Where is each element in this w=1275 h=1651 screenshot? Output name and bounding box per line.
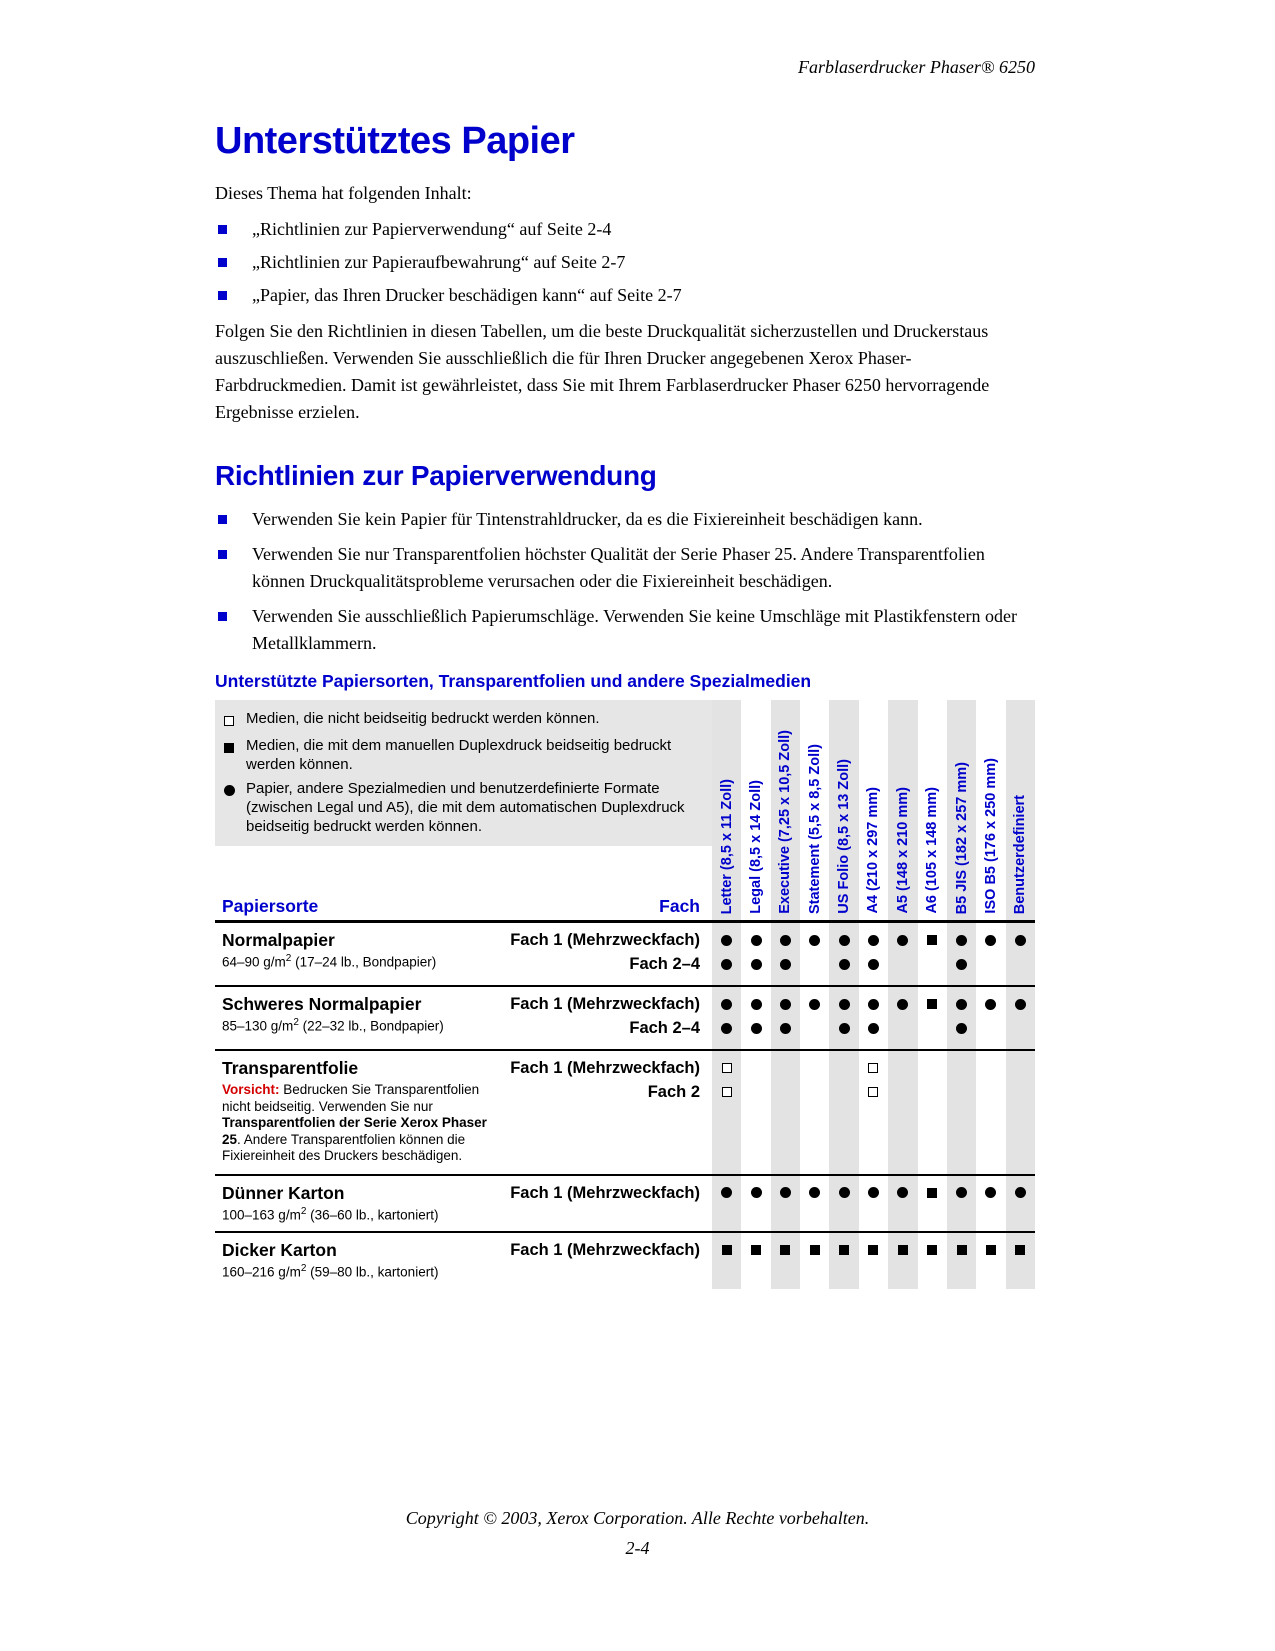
mark-cell <box>1006 1056 1035 1080</box>
dot-icon <box>897 935 908 946</box>
dot-icon <box>721 935 732 946</box>
dot-icon <box>868 1187 879 1198</box>
mark-column <box>829 1176 858 1232</box>
mark-cell <box>800 1080 829 1104</box>
mark-cell <box>976 952 1005 976</box>
dot-icon <box>751 1023 762 1034</box>
paper-size-column-header: A5 (148 x 210 mm) <box>894 787 911 914</box>
table-row-group <box>215 1231 1035 1289</box>
mark-column <box>741 1233 770 1289</box>
dot-icon <box>839 959 850 970</box>
table-row-group <box>215 985 1035 1049</box>
dot-icon <box>956 999 967 1010</box>
dot-icon <box>1015 1187 1026 1198</box>
mark-cell <box>947 1181 976 1205</box>
mark-cell <box>829 1238 858 1262</box>
list-item <box>215 541 1035 595</box>
caution-text: Bedrucken Sie Transparentfolien nicht beidseitig. Verwenden Sie nur <box>222 1082 480 1114</box>
mark-cell <box>771 1056 800 1080</box>
paper-size-column-header: Statement (5,5 x 8,5 Zoll) <box>806 743 823 914</box>
dot-icon <box>839 935 850 946</box>
mark-column <box>1006 987 1035 1049</box>
mark-column <box>1006 1051 1035 1174</box>
paper-weight-label: 85–130 $g/m^2$ (22–32 lb., Bondpapier) <box>222 1017 444 1034</box>
mark-cell <box>829 1080 858 1104</box>
mark-column <box>947 1176 976 1232</box>
mark-column <box>800 1233 829 1289</box>
mark-cell <box>976 1181 1005 1205</box>
mark-column <box>918 1051 947 1174</box>
paper-weight-label: 100–163 $g/m^2$ (36–60 lb., kartoniert) <box>222 1205 439 1222</box>
page-number: 2-4 <box>625 1538 650 1558</box>
paper-size-column-header: Legal (8,5 x 14 Zoll) <box>748 780 765 914</box>
paper-type-name: Normalpapier <box>222 930 335 950</box>
dot-icon <box>985 935 996 946</box>
dot-icon <box>956 1187 967 1198</box>
list-item-text: „Papier, das Ihren Drucker beschädigen kann“ auf Seite 2-7 <box>252 285 682 305</box>
mark-cell <box>888 1080 917 1104</box>
list-item-text: Verwenden Sie nur Transparentfolien höchster Qualität der Serie Phaser 25. Andere Transparentfolien können Druckqualitätsprobleme verursachen oder die Fixiereinheit beschädigen. <box>252 544 985 591</box>
dot-icon <box>839 1187 850 1198</box>
filled-square-icon <box>722 1245 732 1255</box>
mark-column <box>947 987 976 1049</box>
mark-cell <box>741 1181 770 1205</box>
mark-cell <box>800 1056 829 1080</box>
mark-column <box>947 1233 976 1289</box>
dot-icon <box>751 1187 762 1198</box>
mark-column <box>741 1051 770 1174</box>
mark-cell <box>947 928 976 952</box>
mark-column <box>859 1051 888 1174</box>
dot-icon <box>985 999 996 1010</box>
mark-column <box>859 923 888 985</box>
mark-cell <box>947 1016 976 1040</box>
filled-square-icon <box>927 1245 937 1255</box>
dot-icon <box>809 999 820 1010</box>
list-item <box>215 603 1035 657</box>
mark-column <box>947 1051 976 1174</box>
table-title: Unterstützte Papiersorten, Transparentfolien und andere Spezialmedien <box>215 671 812 691</box>
mark-column <box>771 1233 800 1289</box>
tray-label: Fach 1 (Mehrzweckfach) <box>510 931 700 949</box>
paper-size-column-header: ISO B5 (176 x 250 mm) <box>982 758 999 914</box>
filled-square-icon <box>1015 1245 1025 1255</box>
filled-square-icon <box>927 935 937 945</box>
mark-cell <box>741 1016 770 1040</box>
paper-weight-label: 64–90 $g/m^2$ (17–24 lb., Bondpapier) <box>222 953 437 970</box>
mark-cell <box>829 992 858 1016</box>
list-item <box>215 249 1035 275</box>
mark-column <box>1006 1176 1035 1232</box>
dot-icon <box>839 1023 850 1034</box>
mark-column <box>741 923 770 985</box>
paper-type-name: Dicker Karton <box>222 1240 337 1260</box>
mark-cell <box>800 992 829 1016</box>
mark-cell <box>1006 992 1035 1016</box>
mark-cell <box>771 1080 800 1104</box>
list-item <box>215 506 1035 533</box>
mark-column <box>771 923 800 985</box>
dot-icon <box>956 935 967 946</box>
paper-size-column-header: US Folio (8,5 x 13 Zoll) <box>836 759 853 914</box>
mark-cell <box>888 1016 917 1040</box>
dot-icon <box>780 1023 791 1034</box>
paper-type-name: Transparentfolie <box>222 1058 359 1078</box>
dot-icon <box>1015 935 1026 946</box>
mark-column <box>800 1051 829 1174</box>
legend-text: Papier, andere Spezialmedien und benutzerdefinierte Formate (zwischen Legal und A5), die mit dem automatischen Duplexdruck beidseitig bedruckt werden können. <box>246 780 685 835</box>
list-item-text: „Richtlinien zur Papierverwendung“ auf Seite 2-4 <box>252 219 612 239</box>
bullet-square-icon <box>218 258 227 267</box>
filled-square-icon <box>986 1245 996 1255</box>
media-table <box>215 700 1035 1289</box>
mark-cell <box>771 992 800 1016</box>
copyright-line: Copyright © 2003, Xerox Corporation. Alle Rechte vorbehalten. <box>405 1508 870 1528</box>
mark-cell <box>976 1238 1005 1262</box>
mark-column <box>829 1051 858 1174</box>
dot-icon <box>956 1023 967 1034</box>
mark-cell <box>712 1238 741 1262</box>
mark-column <box>800 987 829 1049</box>
mark-cell <box>859 1080 888 1104</box>
mark-cell <box>712 928 741 952</box>
caution-text: . Andere Transparentfolien können die Fixiereinheit des Druckers beschädigen. <box>222 1131 466 1163</box>
mark-cell <box>947 992 976 1016</box>
page-title: Unterstütztes Papier <box>215 120 575 162</box>
mark-cell <box>741 928 770 952</box>
paper-size-column-header: Executive (7,25 x 10,5 Zoll) <box>777 730 794 914</box>
legend-text: Medien, die mit dem manuellen Duplexdruck beidseitig bedruckt werden können. <box>246 737 672 773</box>
mark-cell <box>947 952 976 976</box>
paper-type-name: Schweres Normalpapier <box>222 994 422 1014</box>
mark-cell <box>741 1080 770 1104</box>
mark-cell <box>712 1080 741 1104</box>
mark-column <box>859 987 888 1049</box>
mark-cell <box>712 1056 741 1080</box>
mark-column <box>712 923 741 985</box>
mark-column <box>976 1233 1005 1289</box>
mark-cell <box>829 952 858 976</box>
mark-cell <box>918 1238 947 1262</box>
mark-cell <box>771 928 800 952</box>
paper-type-name: Dünner Karton <box>222 1182 345 1203</box>
mark-column <box>918 1233 947 1289</box>
tray-label: Fach 1 (Mehrzweckfach) <box>510 995 700 1013</box>
mark-cell <box>800 952 829 976</box>
dot-icon <box>780 935 791 946</box>
mark-cell <box>888 952 917 976</box>
tray-label: Fach 2–4 <box>629 955 700 973</box>
mark-cell <box>888 1181 917 1205</box>
mark-cell <box>859 1181 888 1205</box>
mark-column <box>829 923 858 985</box>
dot-icon <box>224 785 235 796</box>
legend-text: Medien, die nicht beidseitig bedruckt werden können. <box>246 710 600 727</box>
mark-column <box>771 1176 800 1232</box>
mark-cell <box>712 992 741 1016</box>
mark-cell <box>1006 1238 1035 1262</box>
dot-icon <box>897 999 908 1010</box>
filled-square-icon <box>868 1245 878 1255</box>
dot-icon <box>751 959 762 970</box>
filled-square-icon <box>927 999 937 1009</box>
filled-square-icon <box>810 1245 820 1255</box>
mark-cell <box>1006 928 1035 952</box>
dot-icon <box>868 1023 879 1034</box>
mark-cell <box>829 1181 858 1205</box>
open-square-icon <box>868 1087 878 1097</box>
mark-cell <box>976 992 1005 1016</box>
content-column <box>215 0 1035 1289</box>
mark-cell <box>918 992 947 1016</box>
dot-icon <box>868 935 879 946</box>
mark-column <box>947 923 976 985</box>
open-square-icon <box>722 1087 732 1097</box>
mark-column <box>976 1051 1005 1174</box>
mark-column <box>771 987 800 1049</box>
filled-square-icon <box>927 1188 937 1198</box>
mark-cell <box>918 952 947 976</box>
mark-column <box>976 1176 1005 1232</box>
mark-cell <box>976 1016 1005 1040</box>
tray-label: Fach 1 (Mehrzweckfach) <box>510 1241 700 1259</box>
running-header: Farblaserdrucker Phaser® 6250 <box>798 57 1035 77</box>
mark-cell <box>1006 1181 1035 1205</box>
mark-cell <box>712 952 741 976</box>
paper-size-column-header: A6 (105 x 148 mm) <box>924 787 941 914</box>
legend-item <box>224 709 698 731</box>
legend-item <box>224 779 698 836</box>
mark-cell <box>918 1181 947 1205</box>
mark-column <box>800 1176 829 1232</box>
dot-icon <box>721 999 732 1010</box>
dot-icon <box>809 1187 820 1198</box>
mark-cell <box>771 1016 800 1040</box>
mark-column <box>888 1051 917 1174</box>
caution-note <box>222 1082 494 1165</box>
mark-cell <box>1006 952 1035 976</box>
mark-cell <box>1006 1016 1035 1040</box>
table-row-group <box>215 923 1035 985</box>
mark-cell <box>771 1181 800 1205</box>
mark-cell <box>741 1056 770 1080</box>
list-item-text: „Richtlinien zur Papieraufbewahrung“ auf Seite 2-7 <box>252 252 626 272</box>
mark-cell <box>918 928 947 952</box>
open-square-icon <box>722 1063 732 1073</box>
list-item-text: Verwenden Sie ausschließlich Papierumschläge. Verwenden Sie keine Umschläge mit Plastikfenstern oder Metallklammern. <box>252 606 1017 653</box>
list-item-text: Verwenden Sie kein Papier für Tintenstrahldrucker, da es die Fixiereinheit beschädigen kann. <box>252 509 923 529</box>
tray-label: Fach 1 (Mehrzweckfach) <box>510 1183 700 1202</box>
paper-weight-label: 160–216 $g/m^2$ (59–80 lb., kartoniert) <box>222 1263 439 1280</box>
mark-cell <box>771 1238 800 1262</box>
intro-paragraph: Folgen Sie den Richtlinien in diesen Tabellen, um die beste Druckqualität sicherzustellen und Druckerstaus auszuschließen. Verwenden Sie ausschließlich die für Ihren Drucker angegebenen Xerox Phaser-Farbdruckmedien. Damit ist gewährleistet, dass Sie mit Ihrem Farblaserdrucker Phaser 6250 hervorragende Ergebnisse erzielen. <box>215 321 990 422</box>
dot-icon <box>809 935 820 946</box>
mark-column <box>918 987 947 1049</box>
bullet-square-icon <box>218 515 227 524</box>
filled-square-icon <box>224 743 234 753</box>
table-row-group <box>215 1174 1035 1232</box>
filled-square-icon <box>898 1245 908 1255</box>
mark-cell <box>918 1016 947 1040</box>
filled-square-icon <box>957 1245 967 1255</box>
dot-icon <box>721 1187 732 1198</box>
mark-cell <box>947 1056 976 1080</box>
tray-label: Fach 2–4 <box>629 1019 700 1037</box>
mark-cell <box>888 928 917 952</box>
legend-item <box>224 736 698 774</box>
list-item <box>215 216 1035 242</box>
paper-size-column-header: B5 JIS (182 x 257 mm) <box>953 761 970 914</box>
dot-icon <box>780 999 791 1010</box>
mark-cell <box>829 928 858 952</box>
mark-cell <box>800 1181 829 1205</box>
list-item <box>215 282 1035 308</box>
paper-size-column-header: A4 (210 x 297 mm) <box>865 787 882 914</box>
tray-label: Fach 1 (Mehrzweckfach) <box>510 1059 700 1077</box>
mark-cell <box>918 1056 947 1080</box>
dot-icon <box>897 1187 908 1198</box>
mark-cell <box>829 1056 858 1080</box>
mark-column <box>712 1233 741 1289</box>
mark-cell <box>976 928 1005 952</box>
mark-column <box>1006 923 1035 985</box>
mark-column <box>888 1233 917 1289</box>
mark-cell <box>712 1016 741 1040</box>
dot-icon <box>751 999 762 1010</box>
mark-cell <box>888 1238 917 1262</box>
mark-cell <box>800 1238 829 1262</box>
mark-cell <box>800 928 829 952</box>
mark-column <box>1006 1233 1035 1289</box>
open-square-icon <box>868 1063 878 1073</box>
paper-type-column-header: Papiersorte <box>222 896 319 916</box>
mark-cell <box>859 928 888 952</box>
dot-icon <box>721 959 732 970</box>
mark-cell <box>947 1080 976 1104</box>
bullet-square-icon <box>218 550 227 559</box>
mark-column <box>918 1176 947 1232</box>
mark-column <box>829 987 858 1049</box>
mark-cell <box>741 1238 770 1262</box>
paper-size-column-header: Benutzerdefiniert <box>1012 794 1029 914</box>
mark-cell <box>829 1016 858 1040</box>
dot-icon <box>721 1023 732 1034</box>
mark-column <box>888 1176 917 1232</box>
dot-icon <box>1015 999 1026 1010</box>
mark-column <box>918 923 947 985</box>
mark-column <box>976 923 1005 985</box>
intro-text: Dieses Thema hat folgenden Inhalt: <box>215 183 472 203</box>
page-footer <box>0 1503 1275 1563</box>
dot-icon <box>780 959 791 970</box>
bullet-square-icon <box>218 291 227 300</box>
section-title: Richtlinien zur Papierverwendung <box>215 460 657 491</box>
mark-cell <box>976 1056 1005 1080</box>
mark-cell <box>888 1056 917 1080</box>
mark-cell <box>741 952 770 976</box>
mark-column <box>859 1176 888 1232</box>
filled-square-icon <box>751 1245 761 1255</box>
mark-column <box>741 987 770 1049</box>
mark-cell <box>976 1080 1005 1104</box>
dot-icon <box>985 1187 996 1198</box>
bullet-square-icon <box>218 225 227 234</box>
mark-column <box>800 923 829 985</box>
mark-column <box>888 923 917 985</box>
mark-cell <box>741 992 770 1016</box>
mark-cell <box>859 952 888 976</box>
mark-column <box>888 987 917 1049</box>
mark-cell <box>947 1238 976 1262</box>
dot-icon <box>956 959 967 970</box>
mark-column <box>859 1233 888 1289</box>
mark-column <box>712 1051 741 1174</box>
mark-cell <box>859 1016 888 1040</box>
paper-size-column-header: Letter (8,5 x 11 Zoll) <box>718 778 735 914</box>
mark-column <box>771 1051 800 1174</box>
bullet-square-icon <box>218 612 227 621</box>
mark-cell <box>859 1056 888 1080</box>
dot-icon <box>868 959 879 970</box>
tray-column-header: Fach <box>659 896 700 916</box>
guidelines-list <box>215 506 1035 657</box>
mark-cell <box>859 1238 888 1262</box>
dot-icon <box>780 1187 791 1198</box>
dot-icon <box>751 935 762 946</box>
mark-cell <box>918 1080 947 1104</box>
open-square-icon <box>224 716 234 726</box>
mark-cell <box>771 952 800 976</box>
caution-label: Vorsicht: <box>222 1082 284 1097</box>
table-header-row <box>215 700 1035 923</box>
table-legend <box>215 700 712 846</box>
mark-column <box>976 987 1005 1049</box>
mark-cell <box>859 992 888 1016</box>
mark-cell <box>712 1181 741 1205</box>
caution-text: Transparentfolien der Serie Xerox Phaser 25 <box>222 1115 487 1147</box>
mark-column <box>712 1176 741 1232</box>
dot-icon <box>839 999 850 1010</box>
table-row-group <box>215 1049 1035 1174</box>
filled-square-icon <box>780 1245 790 1255</box>
toc-list <box>215 216 1035 308</box>
mark-cell <box>888 992 917 1016</box>
tray-label: Fach 2 <box>647 1083 700 1101</box>
filled-square-icon <box>839 1245 849 1255</box>
mark-column <box>829 1233 858 1289</box>
mark-cell <box>800 1016 829 1040</box>
mark-column <box>712 987 741 1049</box>
mark-column <box>741 1176 770 1232</box>
mark-cell <box>1006 1080 1035 1104</box>
dot-icon <box>868 999 879 1010</box>
